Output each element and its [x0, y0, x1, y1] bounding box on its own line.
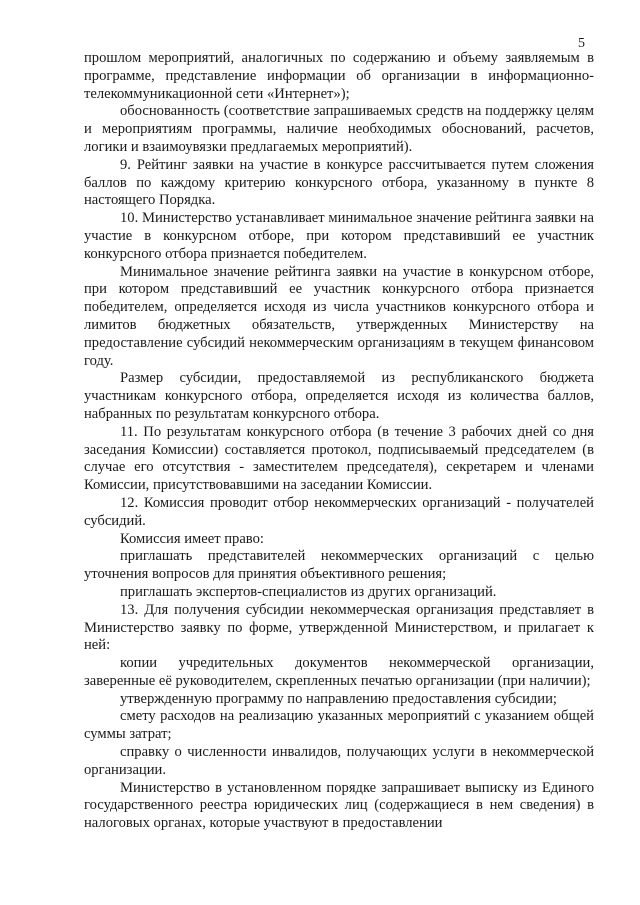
- paragraph: Минимальное значение рейтинга заявки на участие в конкурсном отборе, при котором представивший ее участник конкурсного отбора признается победителем, определяется исходя из числа участников конкурсного отбора и лимитов бюджетных обязательств, утвержденных Министерству на предоставление субсидий некоммерческим организациям в текущем финансовом году.: [84, 263, 594, 369]
- paragraph: справку о численности инвалидов, получающих услуги в некоммерческой организации.: [84, 744, 594, 778]
- paragraph: 10. Министерство устанавливает минимальное значение рейтинга заявки на участие в конкурсном отборе, при котором представивший ее участник конкурсного отбора признается победителем.: [84, 210, 594, 262]
- paragraph: 13. Для получения субсидии некоммерческая организация представляет в Министерство заявку по форме, утвержденной Министерством, и прилагает к ней:: [84, 601, 594, 654]
- paragraph: прошлом мероприятий, аналогичных по содержанию и объему заявляемым в программе, представление информации об организации в информационно-телекоммуникационной сети «Интернет»);: [84, 50, 594, 102]
- paragraph: Размер субсидии, предоставляемой из республиканского бюджета участникам конкурсного отбора, определяется исходя из количества баллов, набранных по результатам конкурсного отбора.: [84, 370, 594, 422]
- paragraph: утвержденную программу по направлению предоставления субсидии;: [120, 690, 557, 707]
- paragraph: приглашать экспертов-специалистов из других организаций.: [120, 583, 497, 600]
- paragraph: Министерство в установленном порядке запрашивает выписку из Единого государственного реестра юридических лиц (содержащиеся в нем сведения) в налоговых органах, которые участвуют в предоставлении: [84, 779, 594, 832]
- paragraph: 9. Рейтинг заявки на участие в конкурсе рассчитывается путем сложения баллов по каждому критерию конкурсного отбора, указанному в пункте 8 настоящего Порядка.: [84, 156, 594, 209]
- paragraph: смету расходов на реализацию указанных мероприятий с указанием общей суммы затрат;: [84, 708, 594, 743]
- paragraph: 12. Комиссия проводит отбор некоммерческих организаций - получателей субсидий.: [84, 494, 594, 529]
- paragraph: Комиссия имеет право:: [120, 530, 264, 547]
- paragraph: копии учредительных документов некоммерческой организации, заверенные её руководителем, скрепленных печатью организации (при наличии);: [84, 655, 594, 689]
- page-number: 5: [578, 36, 585, 51]
- paragraph: обоснованность (соответствие запрашиваемых средств на поддержку целям и мероприятиям программы, наличие необходимых обоснований, расчетов, логики и взаимоувязки предлагаемых мероприятий).: [84, 103, 594, 155]
- document-body: [84, 50, 594, 833]
- paragraph: приглашать представителей некоммерческих организаций с целью уточнения вопросов для принятия объективного решения;: [84, 548, 594, 583]
- paragraph: 11. По результатам конкурсного отбора (в течение 3 рабочих дней со дня заседания Комиссии) составляется протокол, подписываемый председателем (в случае его отсутствия - заместителем председателя), секретарем и членами Комиссии, присутствовавшими на заседании Комиссии.: [84, 423, 594, 494]
